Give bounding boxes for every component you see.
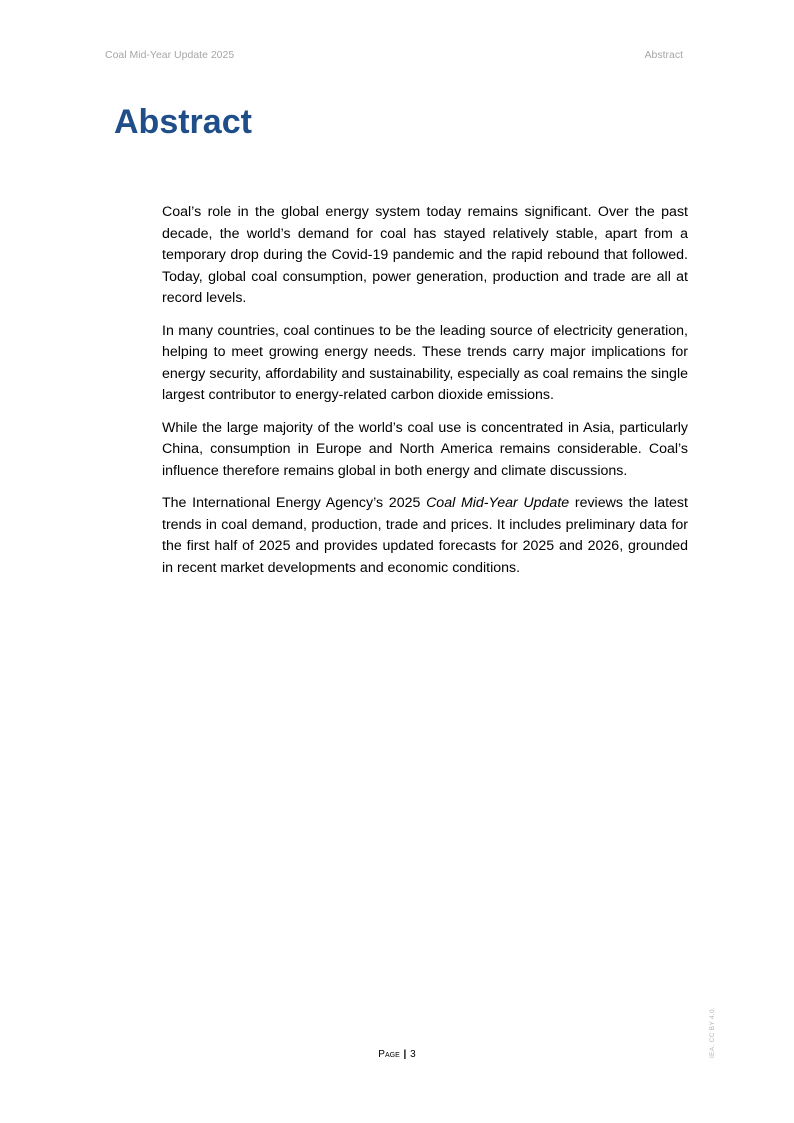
paragraph-2: In many countries, coal continues to be the leading source of electricity generation, helping to meet growing energy needs. These trends carry major implications for energy security, affordability and sustainability, especially as coal remains the single largest contributor to energy-related carbon dioxide emissions. [162, 322, 688, 403]
running-header-title: Coal Mid-Year Update 2025 [105, 49, 235, 61]
license-note: IEA. CC BY 4.0. [709, 1007, 716, 1058]
page-title: Abstract [114, 103, 252, 141]
page-number-value: 3 [410, 1049, 416, 1060]
paragraph-4-rest: reviews the latest trends in coal demand, production, trade and prices. It includes preliminary data for the first half of 2025 and provides updated forecasts for 2025 and 2026, grounded in recent market developments and economic conditions. [162, 495, 688, 576]
paragraph-1: Coal’s role in the global energy system today remains significant. Over the past decade, the world’s demand for coal has stayed relatively stable, apart from a temporary drop during the Covid-19 pandemic and the rapid rebound that followed. Today, global coal consumption, power generation, production and trade are all at record levels. [162, 204, 688, 306]
abstract-body [162, 202, 688, 590]
page-separator: | [403, 1049, 407, 1060]
page-number [0, 1049, 794, 1060]
paragraph-3: While the large majority of the world’s coal use is concentrated in Asia, particularly China, consumption in Europe and North America remains considerable. Coal’s influence therefore remains global in both energy and climate discussions. [162, 419, 688, 479]
page-label: Page [378, 1049, 400, 1060]
paragraph-4-intro: The International Energy Agency’s 2025 [162, 495, 427, 511]
paragraph-4 [162, 493, 688, 579]
running-header-section: Abstract [644, 49, 683, 61]
report-title-italic: Coal Mid-Year Update [426, 495, 570, 511]
